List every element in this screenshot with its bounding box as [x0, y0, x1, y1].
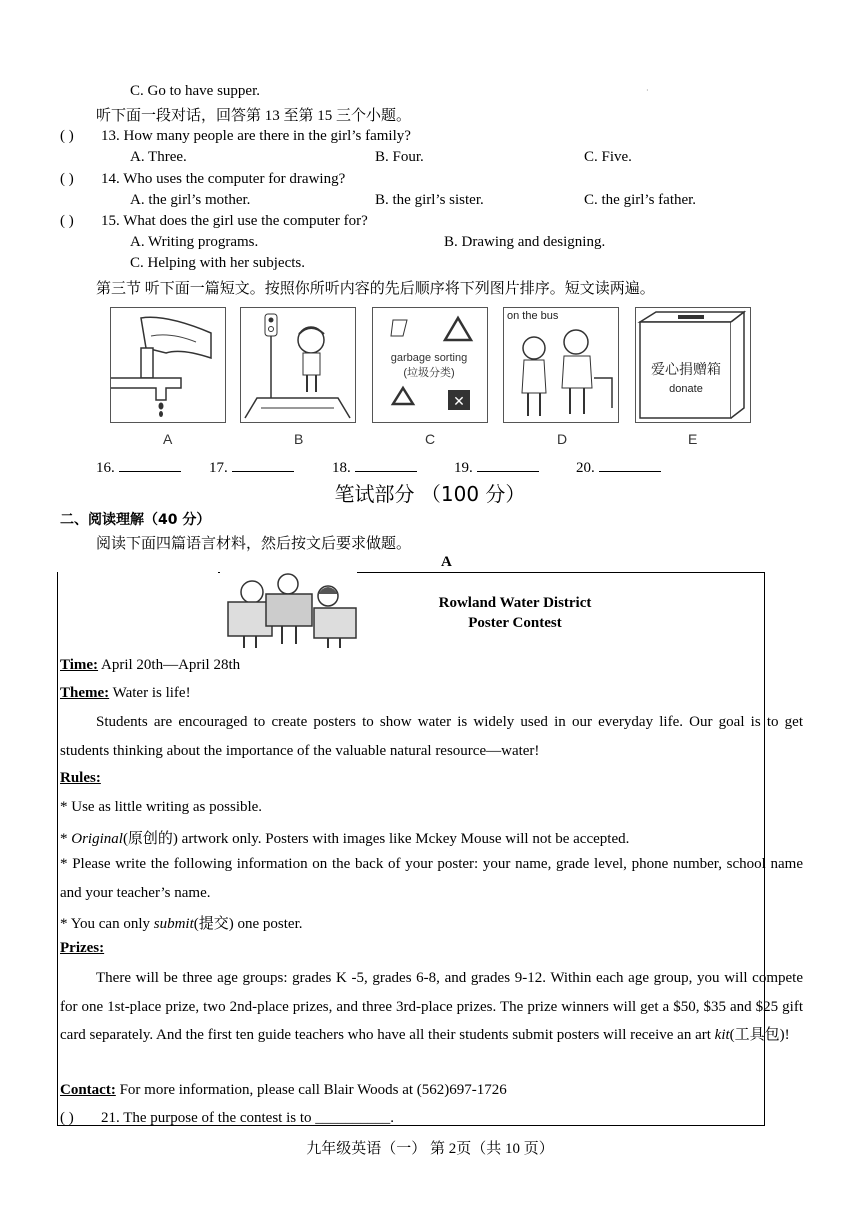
theme-label: Theme: [60, 685, 110, 701]
svg-text:✕: ✕ [453, 394, 465, 410]
q13-option-b: B. Four. [375, 149, 424, 165]
q13-option-a: A. Three. [130, 149, 187, 165]
time-value: April 20th—April 28th [98, 657, 241, 673]
time-line [60, 657, 240, 674]
theme-line [60, 685, 191, 702]
recycle-icon [373, 308, 486, 421]
q14-option-b: B. the girl’s sister. [375, 192, 484, 208]
q15-paren[interactable]: ( ) [60, 213, 74, 229]
q13-paren[interactable]: ( ) [60, 128, 74, 144]
donation-box-icon [636, 308, 749, 421]
passage-label: A [441, 554, 452, 570]
picture-b-traffic-light [240, 307, 356, 423]
c-text-bottom: (垃圾分类) [403, 367, 455, 379]
q14-paren[interactable]: ( ) [60, 171, 74, 187]
q13-option-c: C. Five. [584, 149, 632, 165]
reading-intro: 阅读下面四篇语言材料，然后按文后要求做题。 [96, 536, 412, 552]
q15-option-b: B. Drawing and designing. [444, 234, 606, 250]
page-footer: 九年级英语（一） 第 2页（共 10 页） [306, 1141, 554, 1157]
hand-faucet-icon [111, 308, 224, 421]
stray-dot: · [646, 86, 649, 95]
rule-2: * Original(原创的) artwork only. Posters with images like Mckey Mouse will not be accepted. [60, 831, 630, 847]
answer-19[interactable]: 19. [454, 458, 539, 477]
answer-17[interactable]: 17. [209, 458, 294, 477]
prizes-paragraph: There will be three age groups: grades K -5, grades 6-8, and grades 9-12. Within each age group, you will compete for one 1st-place prize, two 2nd-place prizes, and three 3rd-place prizes. The prize winners will get a $50, $35 and $25 gift card separately. And the first ten guide teachers who have all their students submit posters will receive an art kit(工具包)! [60, 970, 803, 1043]
picture-label-a: A [163, 431, 173, 447]
e-text-en: donate [669, 383, 703, 395]
contact-label: Contact: [60, 1082, 116, 1098]
answer-20[interactable]: 20. [576, 458, 661, 477]
q14-option-a: A. the girl’s mother. [130, 192, 251, 208]
poster-title-line1: Rowland Water District [438, 595, 592, 611]
answer-18[interactable]: 18. [332, 458, 417, 477]
e-text-cn: 爱心捐赠箱 [651, 362, 721, 378]
picture-label-c: C [425, 431, 436, 447]
child-traffic-light-icon [241, 308, 354, 421]
box-gap-left [58, 564, 218, 576]
rule-4: * You can only submit(提交) one poster. [60, 916, 303, 932]
picture-a-tap [110, 307, 226, 423]
q14-text: 14. Who uses the computer for drawing? [101, 171, 346, 187]
q15-option-c: C. Helping with her subjects. [130, 255, 305, 271]
picture-label-b: B [294, 431, 304, 447]
d-text: on the bus [507, 310, 559, 322]
c-text-top: garbage sorting [390, 352, 468, 364]
q15-option-a: A. Writing programs. [130, 234, 259, 250]
section3-intro: 第三节 听下面一篇短文。按照你所听内容的先后顺序将下列图片排序。短文读两遍。 [96, 281, 655, 297]
poster-intro-paragraph: Students are encouraged to create posters to show water is widely used in our everyday life. Our goal is to get students thinking about the importance of the valuable natural resource—water! [60, 714, 803, 759]
picture-e-donation-box [635, 307, 751, 423]
q13-text: 13. How many people are there in the girl’s family? [101, 128, 411, 144]
time-label: Time: [60, 657, 99, 673]
kids-posters-icon [220, 572, 360, 650]
picture-label-d: D [557, 431, 568, 447]
picture-c-garbage-sorting [372, 307, 488, 423]
rule-3: * Please write the following information on the back of your poster: your name, grade level, phone number, school name and your teacher’s name. [60, 856, 803, 901]
bus-seat-icon [504, 308, 617, 421]
q21-paren[interactable]: ( ) [60, 1110, 74, 1126]
poster-title-line2: Poster Contest [468, 615, 562, 631]
dialogue-intro: 听下面一段对话，回答第 13 至第 15 三个小题。 [96, 108, 412, 124]
q12-option-c: C. Go to have supper. [130, 83, 260, 99]
prizes-label: Prizes: [60, 940, 105, 956]
q14-option-c: C. the girl’s father. [584, 192, 697, 208]
theme-value: Water is life! [109, 685, 191, 701]
written-section-title: 笔试部分 （100 分） [334, 482, 526, 506]
picture-d-bus [503, 307, 619, 423]
reading-heading: 二、阅读理解（40 分） [60, 512, 211, 528]
answer-16[interactable]: 16. [96, 458, 181, 477]
contact-value: For more information, please call Blair Woods at (562)697-1726 [115, 1082, 507, 1098]
contact-line [60, 1082, 507, 1099]
q21-text: 21. The purpose of the contest is to __________. [101, 1110, 395, 1126]
q15-text: 15. What does the girl use the computer for? [101, 213, 368, 229]
rule-1: * Use as little writing as possible. [60, 799, 263, 815]
rules-label: Rules: [60, 770, 101, 786]
picture-label-e: E [688, 431, 698, 447]
